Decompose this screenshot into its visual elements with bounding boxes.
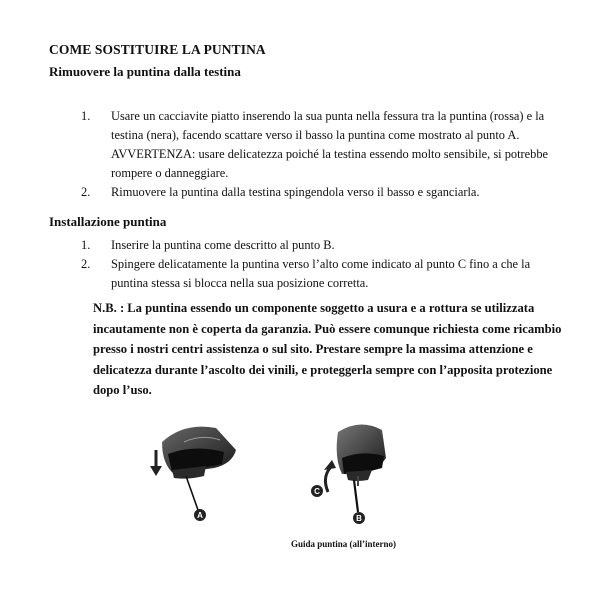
step-number: 1. — [81, 109, 91, 123]
list-item — [81, 183, 561, 202]
page-title: COME SOSTITUIRE LA PUNTINA — [49, 42, 266, 57]
remove-steps-list — [81, 107, 561, 202]
fade-overlay — [308, 414, 388, 534]
section-heading-install: Installazione puntina — [49, 214, 167, 229]
section-heading-remove: Rimuovere la puntina dalla testina — [49, 64, 241, 79]
step-text: Spingere delicatamente la puntina verso l’alto come indicato al punto C fino a che la puntina stessa si blocca nella sua posizione corretta. — [111, 257, 531, 290]
marker-c-label: C — [314, 487, 320, 496]
step-number: 2. — [81, 185, 91, 199]
step-text: Usare un cacciavite piatto inserendo la sua punta nella fessura tra la puntina (rossa) e la testina (nera), facendo scattare verso il basso la puntina come mostrato al punto A. AVVERTENZA: usare delicatezza poiché la testina essendo molto sensibile, si potrebbe rompere o danneggiare. — [111, 109, 549, 180]
warranty-note: N.B. : La puntina essendo un componente soggetto a usura e a rottura se utilizzata incautamente non è coperta da garanzia. Può essere comunque richiesta come ricambio presso i nostri centri assistenza o sul sito. Prestare sempre la massima attenzione e delicatezza durante l’ascolto dei vinili, e proteggerla sempre con l’apposita protezione dopo l’uso. — [93, 301, 562, 397]
marker-c — [311, 485, 323, 497]
list-item — [81, 107, 561, 183]
figure-remove-stylus — [144, 414, 244, 526]
list-item — [81, 255, 561, 293]
marker-a-label: A — [197, 511, 203, 520]
cartridge-illustration-right — [308, 414, 388, 534]
marker-b — [353, 512, 365, 524]
install-steps-list — [81, 236, 561, 293]
step-text: Inserire la puntina come descritto al punto B. — [111, 238, 335, 252]
step-number: 2. — [81, 257, 91, 271]
marker-a — [194, 509, 206, 521]
list-item — [81, 236, 561, 255]
marker-b-label: B — [356, 514, 362, 523]
step-text: Rimuovere la puntina dalla testina spingendola verso il basso e sganciarla. — [111, 185, 480, 199]
figure-caption: Guida puntina (all’interno) — [291, 539, 397, 549]
figure-install-stylus — [308, 414, 388, 534]
cartridge-illustration-left — [144, 414, 244, 526]
step-number: 1. — [81, 238, 91, 252]
